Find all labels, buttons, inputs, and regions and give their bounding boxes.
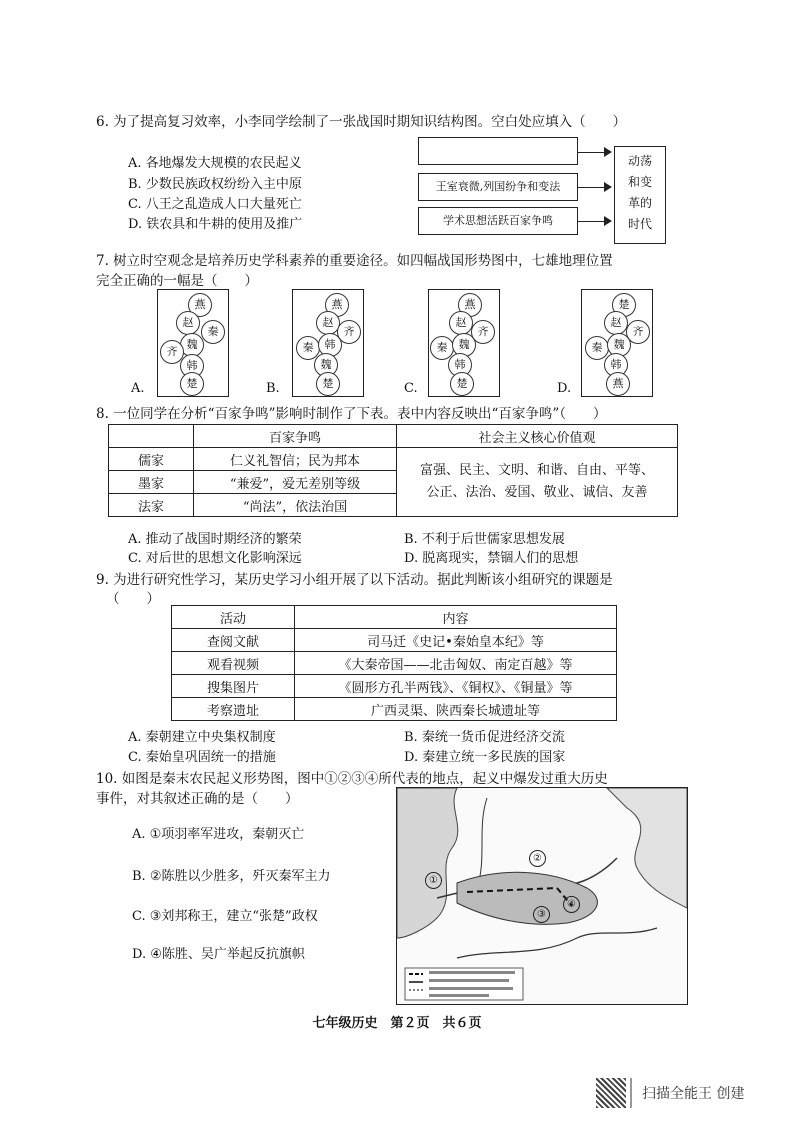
q6-result-line: 动荡 xyxy=(627,154,652,168)
table-row xyxy=(172,652,617,675)
state-circle: 赵 xyxy=(176,311,200,335)
state-circle: 燕 xyxy=(188,293,212,317)
q6-result-line: 和变 xyxy=(627,175,652,189)
state-circle: 秦 xyxy=(430,336,454,360)
table-cell: 广西灵渠、陕西秦长城遗址等 xyxy=(295,698,617,721)
q8-table xyxy=(108,424,678,517)
q6-result-box xyxy=(614,146,666,244)
q10-stem-line2: 事件，对其叙述正确的是（ ） xyxy=(96,791,299,807)
state-circle: 魏 xyxy=(180,333,204,357)
state-circle: 韩 xyxy=(318,333,342,357)
q7-stem-line1: 7. 树立时空观念是培养历史学科素养的重要途径。如四幅战国形势图中，七雄地理位置 xyxy=(96,253,613,269)
qin-uprising-map xyxy=(396,787,688,1005)
map-marker-1: ① xyxy=(425,872,442,889)
q9-option-d: D. 秦建立统一多民族的国家 xyxy=(404,750,566,765)
table-header xyxy=(109,425,194,448)
page-footer: 七年级历史 第２页 共６页 xyxy=(312,1016,482,1031)
state-circle: 韩 xyxy=(604,353,628,377)
table-cell: 《圆形方孔半两钱》、《铜权》、《铜量》等 xyxy=(295,675,617,698)
q6-box-schools: 学术思想活跃百家争鸣 xyxy=(418,207,578,235)
values-line: 富强、民主、文明、和谐、自由、平等、 xyxy=(419,463,654,478)
table-cell: 仁义礼智信；民为邦本 xyxy=(194,448,397,471)
q6-arrow-2 xyxy=(578,187,610,188)
state-circle: 楚 xyxy=(450,372,474,396)
table-header: 内容 xyxy=(295,606,617,629)
state-circle: 秦 xyxy=(296,336,320,360)
q10-option-a: A. ①项羽率军进攻，秦朝灭亡 xyxy=(132,827,305,842)
state-circle: 燕 xyxy=(606,372,630,396)
q8-option-a: A. 推动了战国时期经济的繁荣 xyxy=(128,532,302,547)
q9-table xyxy=(171,605,617,721)
scanner-watermark: 扫描全能王 创建 xyxy=(642,1086,745,1102)
table-cell: 儒家 xyxy=(109,448,194,471)
table-row xyxy=(109,425,678,448)
table-header: 活动 xyxy=(172,606,295,629)
q6-result-line: 时代 xyxy=(627,217,652,231)
table-header: 百家争鸣 xyxy=(194,425,397,448)
q9-option-a: A. 秦朝建立中央集权制度 xyxy=(128,730,276,745)
qr-code-icon xyxy=(596,1078,626,1108)
state-circle: 齐 xyxy=(337,320,361,344)
q10-option-c: C. ③刘邦称王，建立“张楚”政权 xyxy=(132,909,318,924)
state-circle: 楚 xyxy=(316,372,340,396)
table-cell: 查阅文献 xyxy=(172,629,295,652)
table-cell: 搜集图片 xyxy=(172,675,295,698)
table-cell: 法家 xyxy=(109,494,194,517)
state-circle: 齐 xyxy=(471,320,495,344)
state-circle: 魏 xyxy=(607,333,631,357)
q6-arrow-1 xyxy=(578,152,610,153)
state-circle: 赵 xyxy=(449,311,473,335)
state-circle: 燕 xyxy=(458,293,482,317)
map-marker-3: ③ xyxy=(533,906,550,923)
q9-stem-line1: 9. 为进行研究性学习，某历史学习小组开展了以下活动。据此判断该小组研究的课题是 xyxy=(96,572,613,588)
q9-option-b: B. 秦统一货币促进经济交流 xyxy=(404,730,565,745)
q6-stem: 6. 为了提高复习效率，小李同学绘制了一张战国时期知识结构图。空白处应填入（ ） xyxy=(96,114,627,130)
q10-stem-line1: 10. 如图是秦末农民起义形势图，图中①②③④所代表的地点，起义中爆发过重大历史 xyxy=(96,771,608,787)
state-circle: 齐 xyxy=(160,340,184,364)
map-drawing xyxy=(397,788,687,1004)
table-cell: 司马迁《史记•秦始皇本纪》等 xyxy=(295,629,617,652)
state-circle: 魏 xyxy=(452,333,476,357)
values-cell xyxy=(397,448,678,517)
table-header: 社会主义核心价值观 xyxy=(397,425,678,448)
state-circle: 燕 xyxy=(325,293,349,317)
q10-option-d: D. ④陈胜、吴广举起反抗旗帜 xyxy=(132,947,305,962)
table-row xyxy=(172,629,617,652)
state-circle: 齐 xyxy=(626,320,650,344)
q6-option-a: A. 各地爆发大规模的农民起义 xyxy=(128,156,302,171)
q7-stem-line2: 完全正确的一幅是（ ） xyxy=(96,273,258,289)
table-row xyxy=(172,675,617,698)
state-circle: 韩 xyxy=(180,354,204,378)
table-cell: “兼爱”，爱无差别等级 xyxy=(194,471,397,494)
q8-option-d: D. 脱离现实，禁锢人们的思想 xyxy=(404,551,579,566)
state-circle: 秦 xyxy=(585,336,609,360)
table-cell: 考察遗址 xyxy=(172,698,295,721)
q6-option-b: B. 少数民族政权纷纷入主中原 xyxy=(128,177,302,192)
state-circle: 赵 xyxy=(316,311,340,335)
q7-label-b: B. xyxy=(266,381,280,396)
q6-blank-box xyxy=(418,137,578,165)
q8-option-b: B. 不利于后世儒家思想发展 xyxy=(404,532,565,547)
q7-label-a: A. xyxy=(131,381,145,396)
q8-stem: 8. 一位同学在分析“百家争鸣”影响时制作了下表。表中内容反映出“百家争鸣”（ ） xyxy=(96,406,607,422)
table-cell: 墨家 xyxy=(109,471,194,494)
q9-stem-line2: （ ） xyxy=(106,591,160,607)
map-marker-4: ④ xyxy=(563,896,580,913)
q6-arrow-3 xyxy=(578,221,610,222)
table-cell: 观看视频 xyxy=(172,652,295,675)
q8-option-c: C. 对后世的思想文化影响深远 xyxy=(128,551,302,566)
map-marker-2: ② xyxy=(529,850,546,867)
state-circle: 韩 xyxy=(448,353,472,377)
table-cell: “尚法”，依法治国 xyxy=(194,494,397,517)
state-circle: 楚 xyxy=(612,293,636,317)
table-row xyxy=(172,698,617,721)
q9-option-c: C. 秦始皇巩固统一的措施 xyxy=(128,750,276,765)
q6-option-d: D. 铁农具和牛耕的使用及推广 xyxy=(128,217,303,232)
table-row xyxy=(109,448,678,471)
table-row xyxy=(172,606,617,629)
state-circle: 楚 xyxy=(180,372,204,396)
table-cell: 《大秦帝国——北击匈奴、南定百越》等 xyxy=(295,652,617,675)
state-circle: 魏 xyxy=(314,353,338,377)
q10-option-b: B. ②陈胜以少胜多，歼灭秦军主力 xyxy=(132,869,331,884)
q7-label-d: D. xyxy=(557,381,572,396)
state-circle: 赵 xyxy=(604,311,628,335)
q6-result-line: 革的 xyxy=(627,196,652,210)
state-circle: 秦 xyxy=(201,320,225,344)
q6-option-c: C. 八王之乱造成人口大量死亡 xyxy=(128,197,302,212)
q7-label-c: C. xyxy=(404,381,418,396)
q6-box-kings: 王室衰微,列国纷争和变法 xyxy=(418,173,578,201)
watermark-divider xyxy=(630,1078,642,1108)
values-line: 公正、法治、爱国、敬业、诚信、友善 xyxy=(426,485,648,500)
